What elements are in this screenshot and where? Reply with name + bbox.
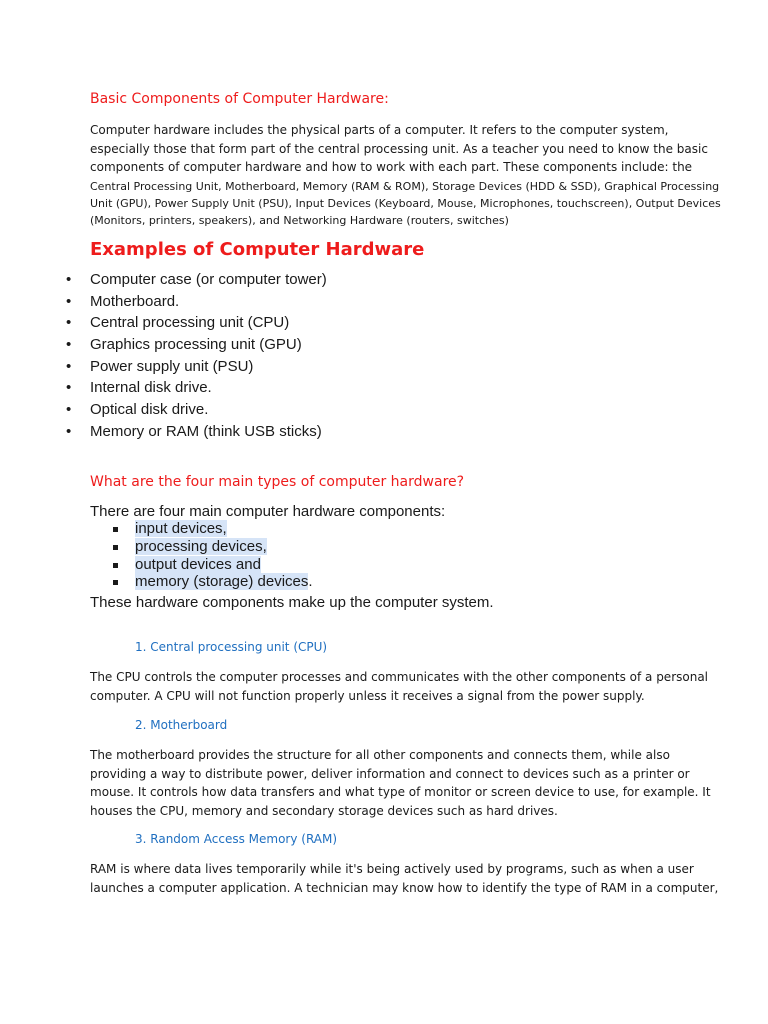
examples-list-item: • Graphics processing unit (GPU) [90,334,327,356]
types-list [135,520,313,591]
section-body-cpu [90,668,710,705]
intro-small-line: Central Processing Unit, Motherboard, Memory (RAM & ROM), Storage Devices (HDD & SSD), Graphical Processing [90,180,720,193]
bullet-icon: • [66,314,72,332]
bullet-icon: • [66,422,72,440]
types-list-item: input devices, [135,520,313,538]
examples-list-item: • Motherboard. [90,291,327,313]
section-line: The CPU controls the computer processes and communicates with the other components of a personal [90,670,709,684]
intro-paragraph [90,121,710,177]
examples-list-item: • Internal disk drive. [90,377,327,399]
intro-line: especially those that form part of the central processing unit. As a teacher you need to know the basic [90,141,708,156]
intro-line: components of computer hardware and how to work with each part. These components include: the [90,160,693,174]
bullet-icon: • [66,336,72,354]
section-heading-ram: 3. Random Access Memory (RAM) [135,832,338,846]
intro-line: Computer hardware includes the physical parts of a computer. It refers to the computer system, [90,123,669,137]
examples-list-item: • Memory or RAM (think USB sticks) [90,421,327,443]
section-body-motherboard [90,746,710,820]
section-heading-motherboard: 2. Motherboard [135,718,228,732]
section-body-ram [90,860,719,897]
examples-list-item: • Central processing unit (CPU) [90,312,327,334]
types-heading: What are the four main types of computer hardware? [90,474,465,490]
examples-heading: Examples of Computer Hardware [90,239,425,260]
square-bullet-icon [113,563,118,568]
section-heading-cpu: 1. Central processing unit (CPU) [135,640,328,654]
types-lead: There are four main computer hardware components: [90,503,446,520]
bullet-icon: • [66,401,72,419]
section-line: providing a way to distribute power, deliver information and connect to devices such as a printer or [90,766,690,781]
intro-heading: Basic Components of Computer Hardware: [90,91,389,107]
section-line: computer. A CPU will not function properly unless it receives a signal from the power supply. [90,688,645,703]
examples-list-item: • Optical disk drive. [90,399,327,421]
intro-small-line: (Monitors, printers, speakers), and Networking Hardware (routers, switches) [90,214,509,227]
examples-list-item: • Power supply unit (PSU) [90,356,327,378]
intro-small-line: Unit (GPU), Power Supply Unit (PSU), Input Devices (Keyboard, Mouse, Microphones, touchscreen), Output Devices [90,197,721,210]
square-bullet-icon [113,527,118,532]
bullet-icon: • [66,271,72,288]
examples-list [66,269,327,443]
bullet-icon: • [66,357,72,375]
square-bullet-icon [113,545,118,550]
section-line: RAM is where data lives temporarily while it's being actively used by programs, such as when a user [90,862,694,876]
square-bullet-icon [113,580,118,585]
types-list-item: output devices and [135,556,313,574]
examples-list-item: • Computer case (or computer tower) [90,269,327,291]
intro-components-list [90,178,721,229]
section-line: mouse. It controls how data transfers and what type of monitor or screen device to use, for example. It [90,785,711,799]
types-list-item: processing devices, [135,538,313,556]
bullet-icon: • [66,292,72,310]
section-line: houses the CPU, memory and secondary storage devices such as hard drives. [90,803,558,818]
types-list-item: memory (storage) devices. [135,573,313,591]
types-closing: These hardware components make up the computer system. [90,594,494,611]
section-line: launches a computer application. A technician may know how to identify the type of RAM in a computer, [90,880,719,895]
bullet-icon: • [66,379,72,397]
section-line: The motherboard provides the structure for all other components and connects them, while also [90,748,670,762]
